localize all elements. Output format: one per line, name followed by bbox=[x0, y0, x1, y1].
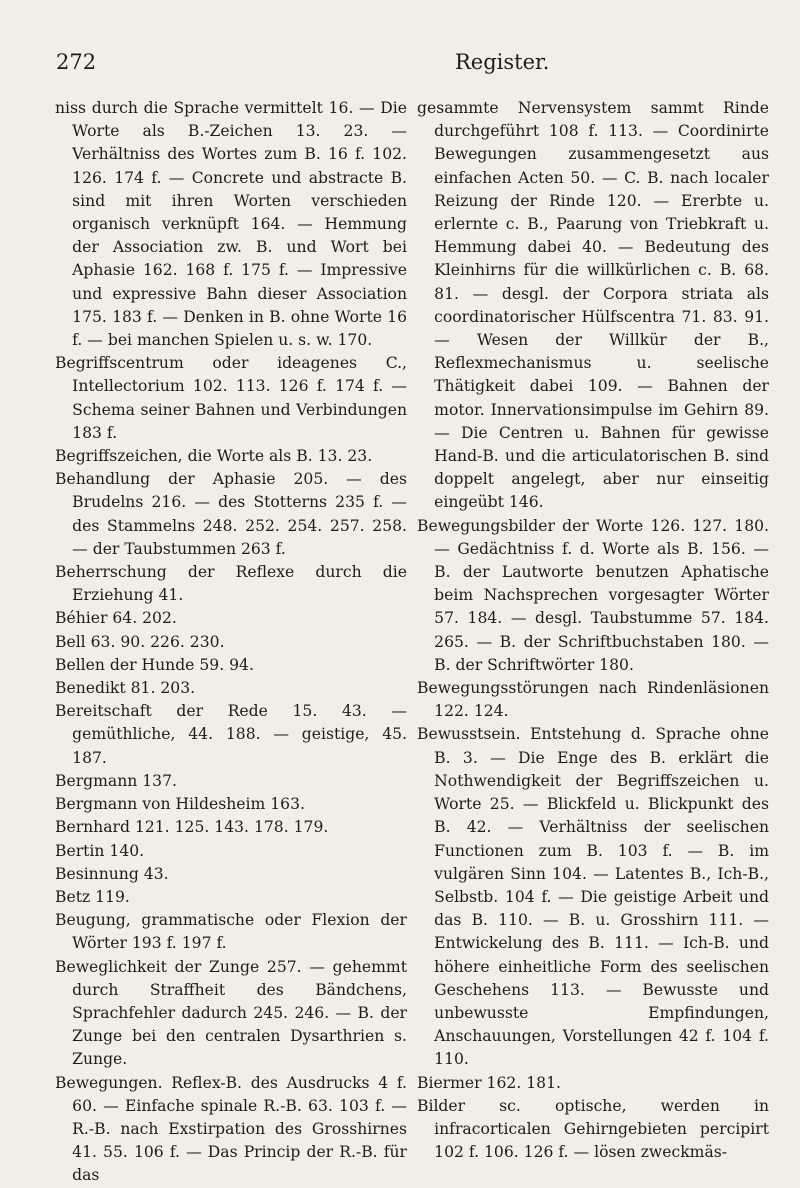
index-entry: Behandlung der Aphasie 205. — des Brudelns 216. — des Stotterns 235 f. — des Stammelns 248. 252. 254. 257. 258. — der Taubstummen 263 f. bbox=[55, 470, 407, 558]
index-entry: Benedikt 81. 203. bbox=[55, 679, 196, 698]
index-entry: niss durch die Sprache vermittelt 16. — Die Worte als B.-Zeichen 13. 23. — Verhältniss des Wortes zum B. 16 f. 102. 126. 174 f. — Concrete und abstracte B. sind mit ihren Worten verschieden organisch verknüpft 164. — Hemmung der Association zw. B. und Wort bei Aphasie 162. 168 f. 175 f. — Impressive und expressive Bahn dieser Association 175. 183 f. — Denken in B. ohne Worte 16 f. — bei manchen Spielen u. s. w. 170. bbox=[55, 99, 407, 350]
index-entry: Bellen der Hunde 59. 94. bbox=[55, 655, 254, 674]
index-entry: Bewegungen. Reflex-B. des Ausdrucks 4 f. 60. — Einfache spinale R.-B. 63. 103 f. — R.-B. nach Exstirpation des Grosshirnes 41. 55. 106 f. — Das Princip der R.-B. für das bbox=[55, 1073, 407, 1185]
index-entry: Biermer 162. 181. bbox=[417, 1073, 561, 1092]
index-entry: Bewusstsein. Entstehung d. Sprache ohne B. 3. — Die Enge des B. erklärt die Nothwendigkeit der Begriffszeichen u. Worte 25. — Blickfeld u. Blickpunkt des B. 42. — Verhältniss der seelischen Functionen zum B. 103 f. — B. im vulgären Sinn 104. — Latentes B., Ich-B., Selbstb. 104 f. — Die geistige Arbeit und das B. 110. — B. u. Grosshirn 111. — Entwickelung des B. 111. — Ich-B. und höhere einheitliche Form des seelischen Geschehens 113. — Bewusste und unbewusste Empfindungen, Anschauungen, Vorstellungen 42 f. 104 f. 110. bbox=[417, 725, 769, 1069]
index-entry: Bertin 140. bbox=[55, 841, 145, 860]
index-entry: Bewegungsstörungen nach Rindenläsionen 122. 124. bbox=[417, 679, 769, 721]
index-entry: Besinnung 43. bbox=[55, 864, 169, 883]
left-column bbox=[55, 97, 407, 1188]
index-entry: Bilder sc. optische, werden in infracorticalen Gehirngebieten percipirt 102 f. 106. 126 f. — lösen zweckmäs- bbox=[417, 1096, 769, 1162]
index-entry: Betz 119. bbox=[55, 887, 130, 906]
index-entry: Begriffszeichen, die Worte als B. 13. 23. bbox=[55, 447, 373, 466]
right-column bbox=[417, 97, 769, 1164]
page-number: 272 bbox=[56, 50, 97, 74]
index-entry: Béhier 64. 202. bbox=[55, 609, 177, 628]
index-entry: Beweglichkeit der Zunge 257. — gehemmt durch Straffheit des Bändchens, Sprachfehler dadurch 245. 246. — B. der Zunge bei den centralen Dysarthrien s. Zunge. bbox=[55, 957, 407, 1069]
index-entry: Bewegungsbilder der Worte 126. 127. 180. — Gedächtniss f. d. Worte als B. 156. — B. der Lautworte benutzen Aphatische beim Nachsprechen vorgesagter Wörter 57. 184. — desgl. Taubstumme 57. 184. 265. — B. der Schriftbuchstaben 180. — B. der Schriftwörter 180. bbox=[417, 516, 769, 674]
running-header: Register. bbox=[455, 50, 550, 74]
index-entry: gesammte Nervensystem sammt Rinde durchgeführt 108 f. 113. — Coordinirte Bewegungen zusammengesetzt aus einfachen Acten 50. — C. B. nach localer Reizung der Rinde 120. — Ererbte u. erlernte c. B., Paarung von Triebkraft u. Hemmung dabei 40. — Bedeutung des Kleinhirns für die willkürlichen c. B. 68. 81. — desgl. der Corpora striata als coordinatorischer Hülfscentra 71. 83. 91. — Wesen der Willkür der B., Reflexmechanismus u. seelische Thätigkeit dabei 109. — Bahnen der motor. Innervationsimpulse im Gehirn 89. — Die Centren u. Bahnen für gewisse Hand-B. und die articulatorischen B. sind doppelt angelegt, aber nur einseitig eingeübt 146. bbox=[417, 99, 769, 512]
index-entry: Bell 63. 90. 226. 230. bbox=[55, 632, 225, 651]
index-entry: Begriffscentrum oder ideagenes C., Intellectorium 102. 113. 126 f. 174 f. — Schema seiner Bahnen und Verbindungen 183 f. bbox=[55, 354, 407, 442]
index-entry: Bergmann 137. bbox=[55, 771, 177, 790]
index-entry: Bereitschaft der Rede 15. 43. — gemüthliche, 44. 188. — geistige, 45. 187. bbox=[55, 702, 407, 767]
index-entry: Beugung, grammatische oder Flexion der Wörter 193 f. 197 f. bbox=[55, 911, 407, 953]
index-entry: Beherrschung der Reflexe durch die Erziehung 41. bbox=[55, 563, 407, 605]
index-entry: Bergmann von Hildesheim 163. bbox=[55, 795, 305, 814]
index-entry: Bernhard 121. 125. 143. 178. 179. bbox=[55, 818, 329, 837]
